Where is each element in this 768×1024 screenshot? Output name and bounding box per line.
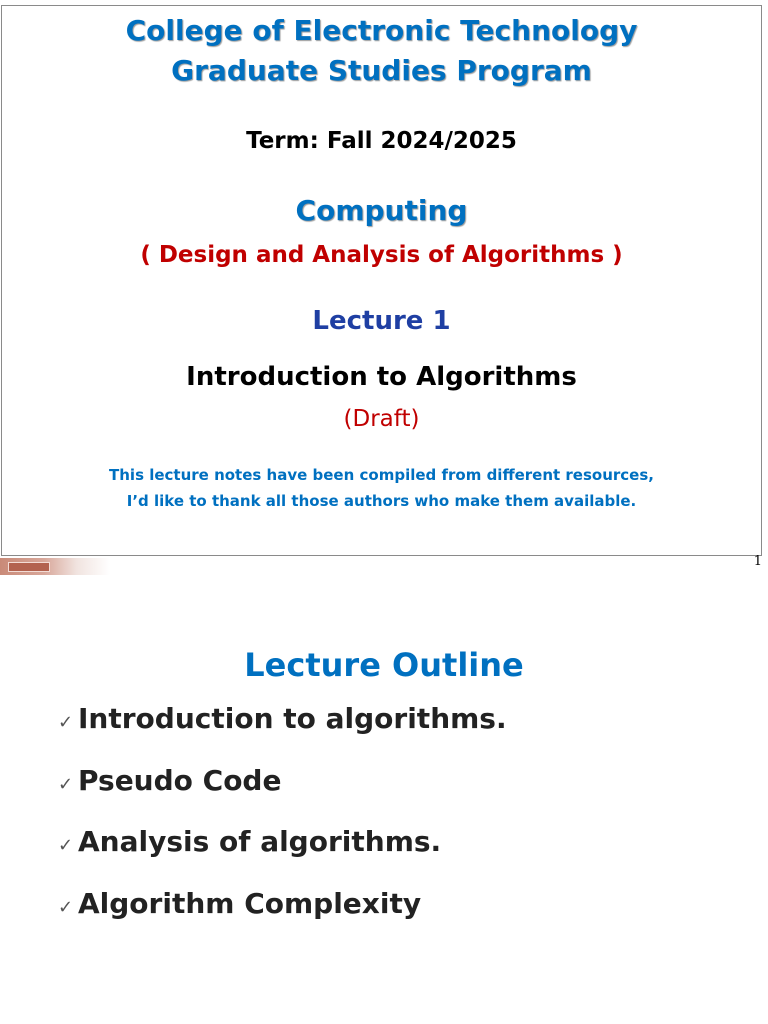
- outline-item: [58, 887, 421, 920]
- footer-decoration-block: [8, 562, 50, 572]
- lecture-title: Introduction to Algorithms: [186, 362, 577, 392]
- checkmark-icon: ✓: [58, 897, 74, 918]
- outline-title: Lecture Outline: [244, 646, 524, 684]
- acknowledgement-line-1: This lecture notes have been compiled from different resources,: [109, 466, 654, 484]
- outline-item-label: Introduction to algorithms.: [78, 702, 507, 735]
- checkmark-icon: ✓: [58, 774, 74, 795]
- slide-footer-decoration: [0, 558, 110, 575]
- outline-item-label: Analysis of algorithms.: [78, 825, 442, 858]
- outline-item: [58, 764, 281, 797]
- term-label: Term: Fall 2024/2025: [246, 128, 517, 154]
- outline-item-label: Pseudo Code: [78, 764, 282, 797]
- title-slide: [1, 5, 762, 556]
- checkmark-icon: ✓: [58, 712, 74, 733]
- outline-item: [58, 702, 507, 735]
- outline-item-label: Algorithm Complexity: [78, 887, 422, 920]
- checkmark-icon: ✓: [58, 835, 74, 856]
- lecture-number: Lecture 1: [312, 306, 451, 336]
- outline-item: [58, 825, 441, 858]
- institution-name: College of Electronic Technology: [125, 14, 638, 47]
- program-name: Graduate Studies Program: [171, 54, 592, 87]
- course-name: ( Design and Analysis of Algorithms ): [140, 242, 623, 268]
- page-number: 1: [753, 554, 762, 569]
- subject-title: Computing: [295, 194, 468, 227]
- acknowledgement-line-2: I’d like to thank all those authors who make them available.: [126, 492, 637, 510]
- draft-label: (Draft): [343, 406, 420, 432]
